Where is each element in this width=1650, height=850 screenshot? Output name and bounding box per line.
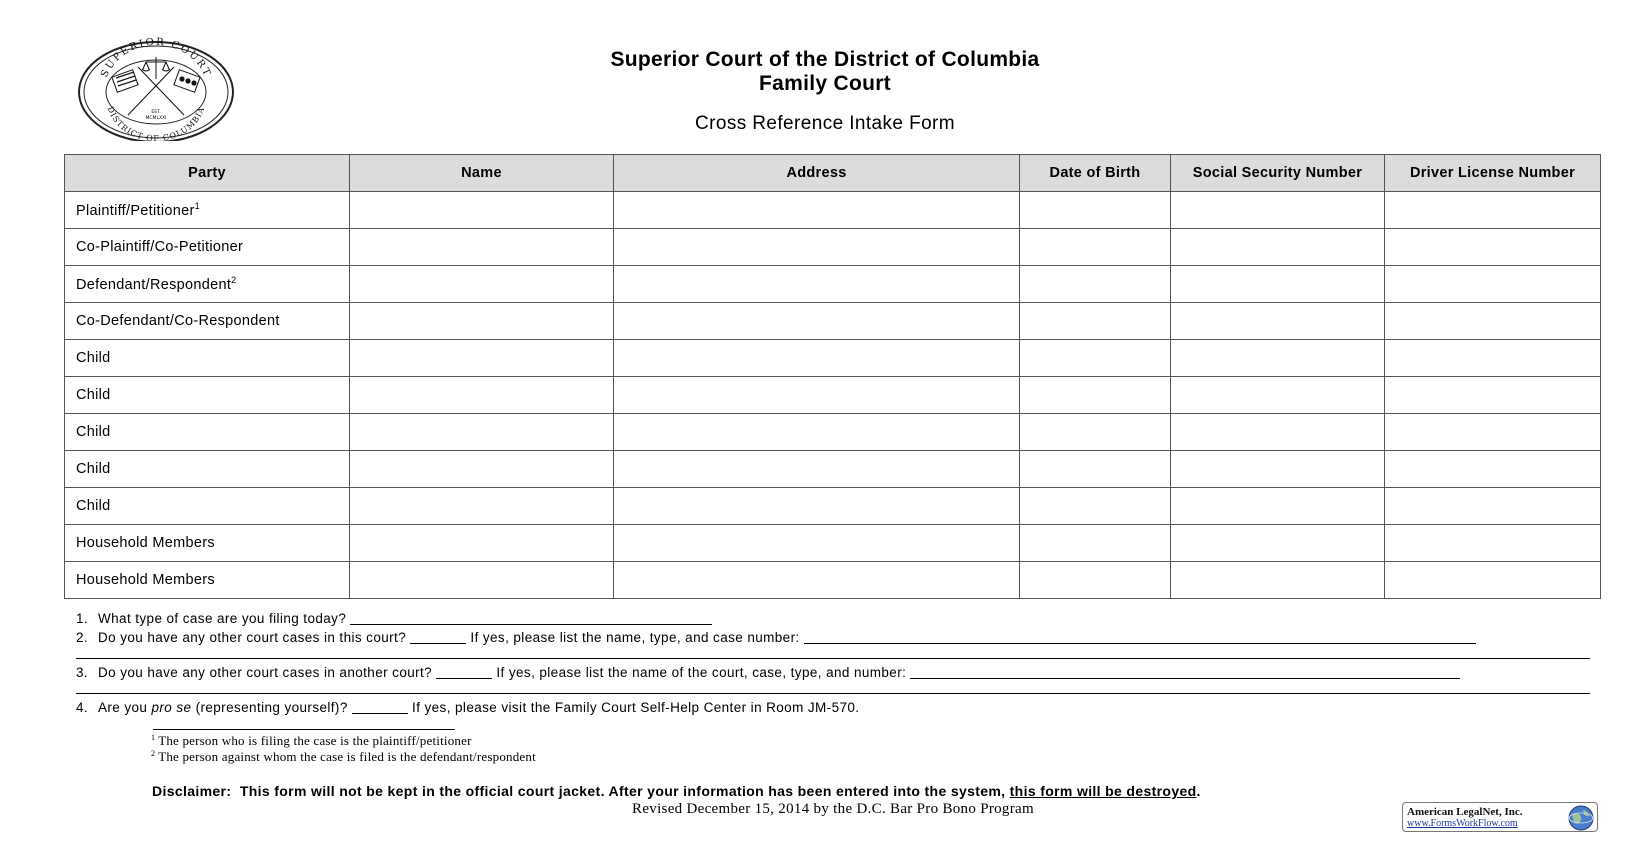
badge-url-link[interactable]: www.FormsWorkFlow.com <box>1407 818 1518 829</box>
court-subtitle: Family Court <box>759 72 891 95</box>
dob-cell[interactable] <box>1020 488 1171 525</box>
dob-cell[interactable] <box>1020 192 1171 229</box>
name-cell[interactable] <box>350 192 614 229</box>
name-cell[interactable] <box>350 303 614 340</box>
another-court-case-details-blank[interactable] <box>910 667 1460 679</box>
disclaimer: Disclaimer: This form will not be kept in the official court jacket. After your information has been entered into the system, this form will be destroyed. <box>152 783 1201 799</box>
party-label: Child <box>76 498 111 514</box>
name-cell[interactable] <box>350 266 614 303</box>
dob-cell[interactable] <box>1020 451 1171 488</box>
ssn-cell[interactable] <box>1171 303 1385 340</box>
name-cell[interactable] <box>350 340 614 377</box>
column-header: Address <box>614 155 1020 192</box>
ssn-cell[interactable] <box>1171 451 1385 488</box>
name-cell[interactable] <box>350 377 614 414</box>
dob-cell[interactable] <box>1020 377 1171 414</box>
ssn-cell[interactable] <box>1171 562 1385 599</box>
column-header: Date of Birth <box>1020 155 1171 192</box>
driver-license-cell[interactable] <box>1385 303 1601 340</box>
column-header: Party <box>65 155 350 192</box>
driver-license-cell[interactable] <box>1385 488 1601 525</box>
svg-text:EST.: EST. <box>151 110 161 115</box>
footnote-marker: 1 <box>194 201 200 211</box>
ssn-cell[interactable] <box>1171 377 1385 414</box>
dob-cell[interactable] <box>1020 266 1171 303</box>
forms-workflow-badge[interactable] <box>1402 802 1598 832</box>
party-cell <box>65 451 350 488</box>
address-cell[interactable] <box>614 303 1020 340</box>
name-cell[interactable] <box>350 562 614 599</box>
table-row <box>65 340 1601 377</box>
court-title: Superior Court of the District of Columbia <box>610 48 1040 71</box>
party-cell <box>65 303 350 340</box>
answer-line-q3[interactable] <box>76 693 1590 694</box>
table-row <box>65 377 1601 414</box>
pro-se-blank[interactable] <box>352 702 408 714</box>
question-2: 2. Do you have any other court cases in this court? If yes, please list the name, type, and case number: <box>76 630 1476 645</box>
address-cell[interactable] <box>614 525 1020 562</box>
column-header: Social Security Number <box>1171 155 1385 192</box>
address-cell[interactable] <box>614 414 1020 451</box>
svg-text:MCMLXXI: MCMLXXI <box>145 116 167 121</box>
ssn-cell[interactable] <box>1171 192 1385 229</box>
address-cell[interactable] <box>614 266 1020 303</box>
party-cell <box>65 192 350 229</box>
party-cell <box>65 340 350 377</box>
name-cell[interactable] <box>350 525 614 562</box>
ssn-cell[interactable] <box>1171 488 1385 525</box>
svg-text:SUPERIOR COURT: SUPERIOR COURT <box>99 37 213 80</box>
revision-note: Revised December 15, 2014 by the D.C. Bar Pro Bono Program <box>632 801 1034 817</box>
party-label: Child <box>76 424 111 440</box>
name-cell[interactable] <box>350 414 614 451</box>
party-label: Child <box>76 461 111 477</box>
badge-company-name: American LegalNet, Inc. <box>1407 806 1523 818</box>
driver-license-cell[interactable] <box>1385 340 1601 377</box>
dob-cell[interactable] <box>1020 340 1171 377</box>
address-cell[interactable] <box>614 562 1020 599</box>
party-cell <box>65 562 350 599</box>
dob-cell[interactable] <box>1020 562 1171 599</box>
case-type-blank[interactable] <box>350 613 712 625</box>
address-cell[interactable] <box>614 451 1020 488</box>
answer-line-q2[interactable] <box>76 658 1590 659</box>
table-row <box>65 192 1601 229</box>
driver-license-cell[interactable] <box>1385 377 1601 414</box>
svg-text:DISTRICT OF COLUMBIA: DISTRICT OF COLUMBIA <box>105 105 207 141</box>
table-row <box>65 266 1601 303</box>
name-cell[interactable] <box>350 451 614 488</box>
question-3: 3. Do you have any other court cases in another court? If yes, please list the name of the court, case, type, and number: <box>76 665 1460 680</box>
name-cell[interactable] <box>350 229 614 266</box>
driver-license-cell[interactable] <box>1385 525 1601 562</box>
question-1: 1. What type of case are you filing today? <box>76 611 712 626</box>
party-cell <box>65 377 350 414</box>
ssn-cell[interactable] <box>1171 229 1385 266</box>
table-row <box>65 525 1601 562</box>
address-cell[interactable] <box>614 488 1020 525</box>
dob-cell[interactable] <box>1020 303 1171 340</box>
table-row <box>65 414 1601 451</box>
globe-icon <box>1568 805 1594 831</box>
table-row <box>65 562 1601 599</box>
column-header: Name <box>350 155 614 192</box>
dob-cell[interactable] <box>1020 414 1171 451</box>
address-cell[interactable] <box>614 340 1020 377</box>
table-row <box>65 303 1601 340</box>
dob-cell[interactable] <box>1020 229 1171 266</box>
address-cell[interactable] <box>614 192 1020 229</box>
party-label: Child <box>76 387 111 403</box>
ssn-cell[interactable] <box>1171 266 1385 303</box>
party-cell <box>65 488 350 525</box>
party-label: Household Members <box>76 535 215 551</box>
this-court-case-details-blank[interactable] <box>804 632 1476 644</box>
question-4: 4. Are you pro se (representing yourself)? If yes, please visit the Family Court Self-Help Center in Room JM-570. <box>76 700 860 715</box>
ssn-cell[interactable] <box>1171 414 1385 451</box>
driver-license-cell[interactable] <box>1385 229 1601 266</box>
ssn-cell[interactable] <box>1171 525 1385 562</box>
driver-license-cell[interactable] <box>1385 414 1601 451</box>
party-cell <box>65 266 350 303</box>
table-row <box>65 488 1601 525</box>
party-label: Co-Plaintiff/Co-Petitioner <box>76 239 244 255</box>
address-cell[interactable] <box>614 229 1020 266</box>
other-cases-another-court-blank[interactable] <box>436 667 492 679</box>
table-row <box>65 451 1601 488</box>
driver-license-cell[interactable] <box>1385 451 1601 488</box>
party-cell <box>65 229 350 266</box>
address-cell[interactable] <box>614 377 1020 414</box>
footnote-divider <box>153 729 455 730</box>
form-title: Cross Reference Intake Form <box>695 113 955 134</box>
party-label: Defendant/Respondent <box>76 277 232 293</box>
driver-license-cell[interactable] <box>1385 192 1601 229</box>
driver-license-cell[interactable] <box>1385 266 1601 303</box>
party-label: Child <box>76 350 111 366</box>
party-cell <box>65 414 350 451</box>
footnote-2: $^2$ The person against whom the case is filed is the defendant/respondent <box>151 749 536 764</box>
footnote-1: $^1$ The person who is filing the case is the plaintiff/petitioner <box>151 733 472 748</box>
party-cell <box>65 525 350 562</box>
footnote-marker: 2 <box>231 275 237 285</box>
table-header-row <box>65 155 1601 192</box>
table-row <box>65 229 1601 266</box>
party-label: Household Members <box>76 572 215 588</box>
party-label: Plaintiff/Petitioner <box>76 203 195 219</box>
party-label: Co-Defendant/Co-Respondent <box>76 313 280 329</box>
driver-license-cell[interactable] <box>1385 562 1601 599</box>
other-cases-this-court-blank[interactable] <box>410 632 466 644</box>
column-header: Driver License Number <box>1385 155 1601 192</box>
dob-cell[interactable] <box>1020 525 1171 562</box>
name-cell[interactable] <box>350 488 614 525</box>
ssn-cell[interactable] <box>1171 340 1385 377</box>
intake-table <box>64 154 1601 599</box>
